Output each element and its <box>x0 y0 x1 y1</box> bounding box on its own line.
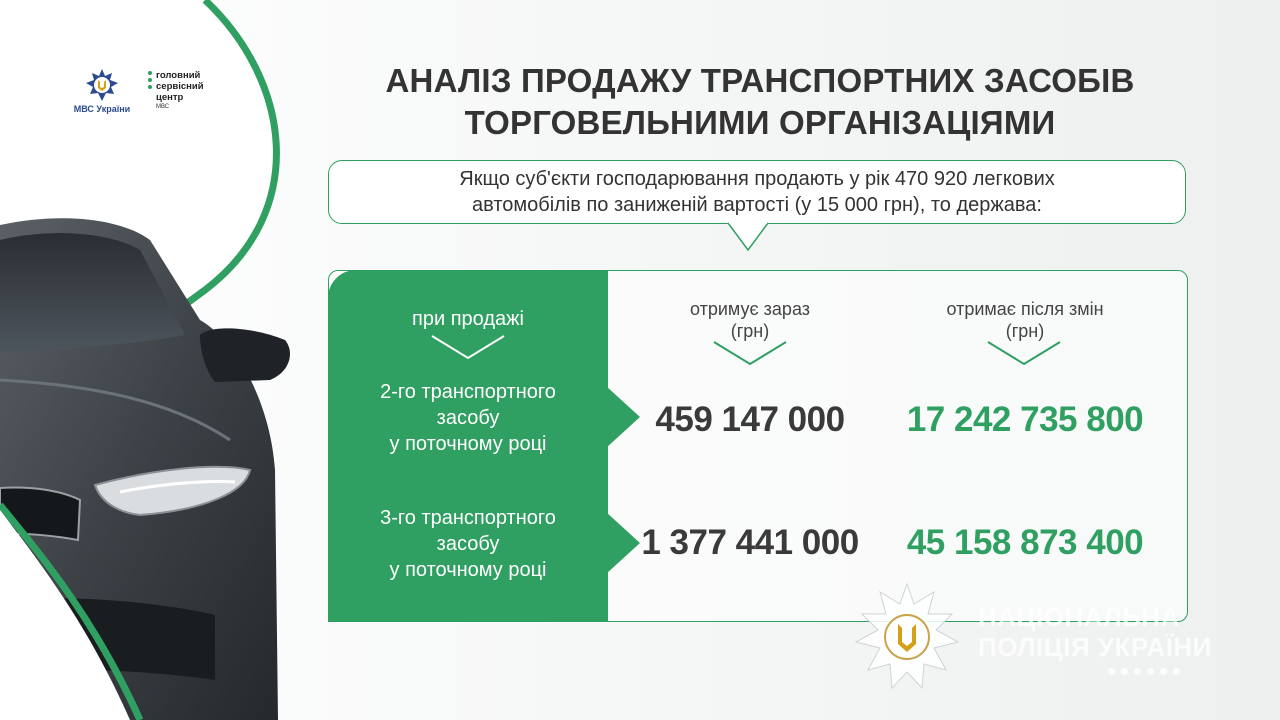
title-line2: ТОРГОВЕЛЬНИМИ ОРГАНІЗАЦІЯМИ <box>464 104 1056 141</box>
row2-label <box>330 505 606 583</box>
condition-callout <box>328 160 1186 224</box>
watermark-dots <box>1108 668 1180 675</box>
row2-line3: у поточному році <box>389 559 547 581</box>
title-line1: АНАЛІЗ ПРОДАЖУ ТРАНСПОРТНИХ ЗАСОБІВ <box>385 62 1135 99</box>
row2-after-value: 45 158 873 400 <box>906 523 1144 562</box>
hsc-line3: центр <box>156 92 184 103</box>
watermark-line2: ПОЛІЦІЯ УКРАЇНИ <box>978 632 1212 662</box>
hsc-line2: сервісний <box>156 81 204 92</box>
hsc-sub: МВС <box>156 104 170 110</box>
row2-now-value: 1 377 441 000 <box>641 523 859 562</box>
col-now-line2: (грн) <box>730 321 770 341</box>
row-header-label: при продажі <box>412 308 524 330</box>
callout-line2: автомобілів по заниженій вартості (у 15 000 грн), то держава: <box>472 194 1042 216</box>
watermark-line1: НАЦІОНАЛЬНА <box>978 602 1180 632</box>
page-title <box>320 60 1200 144</box>
callout-line1: Якщо суб'єкти господарювання продають у рік 470 920 легкових <box>459 168 1055 190</box>
row1-now-value: 459 147 000 <box>655 400 845 439</box>
trident-star-icon <box>85 68 119 102</box>
hsc-logo <box>148 70 204 111</box>
col-now-line1: отримує зараз <box>689 299 811 319</box>
police-watermark <box>978 602 1212 662</box>
row1-label <box>330 379 606 457</box>
mvs-label: МВС України <box>73 104 131 114</box>
row2-line2: засобу <box>436 533 500 555</box>
hsc-line1: головний <box>156 70 201 81</box>
row1-after-value: 17 242 735 800 <box>906 400 1144 439</box>
col-after-line2: (грн) <box>1005 321 1045 341</box>
col-now-header <box>640 298 860 342</box>
chevron-down-icon <box>986 340 1062 366</box>
row1-line2: засобу <box>436 407 500 429</box>
chevron-down-icon <box>430 334 506 360</box>
row1-line3: у поточному році <box>389 433 547 455</box>
logos <box>72 68 204 114</box>
row1-line1: 2-го транспортного <box>380 381 556 403</box>
col-after-header <box>900 298 1150 342</box>
mvs-logo <box>72 68 132 114</box>
police-star-icon <box>852 582 962 692</box>
callout-pointer <box>728 222 768 252</box>
row2-line1: 3-го транспортного <box>380 507 556 529</box>
col-after-line1: отримає після змін <box>946 299 1104 319</box>
chevron-down-icon <box>712 340 788 366</box>
hsc-dots <box>148 71 152 111</box>
